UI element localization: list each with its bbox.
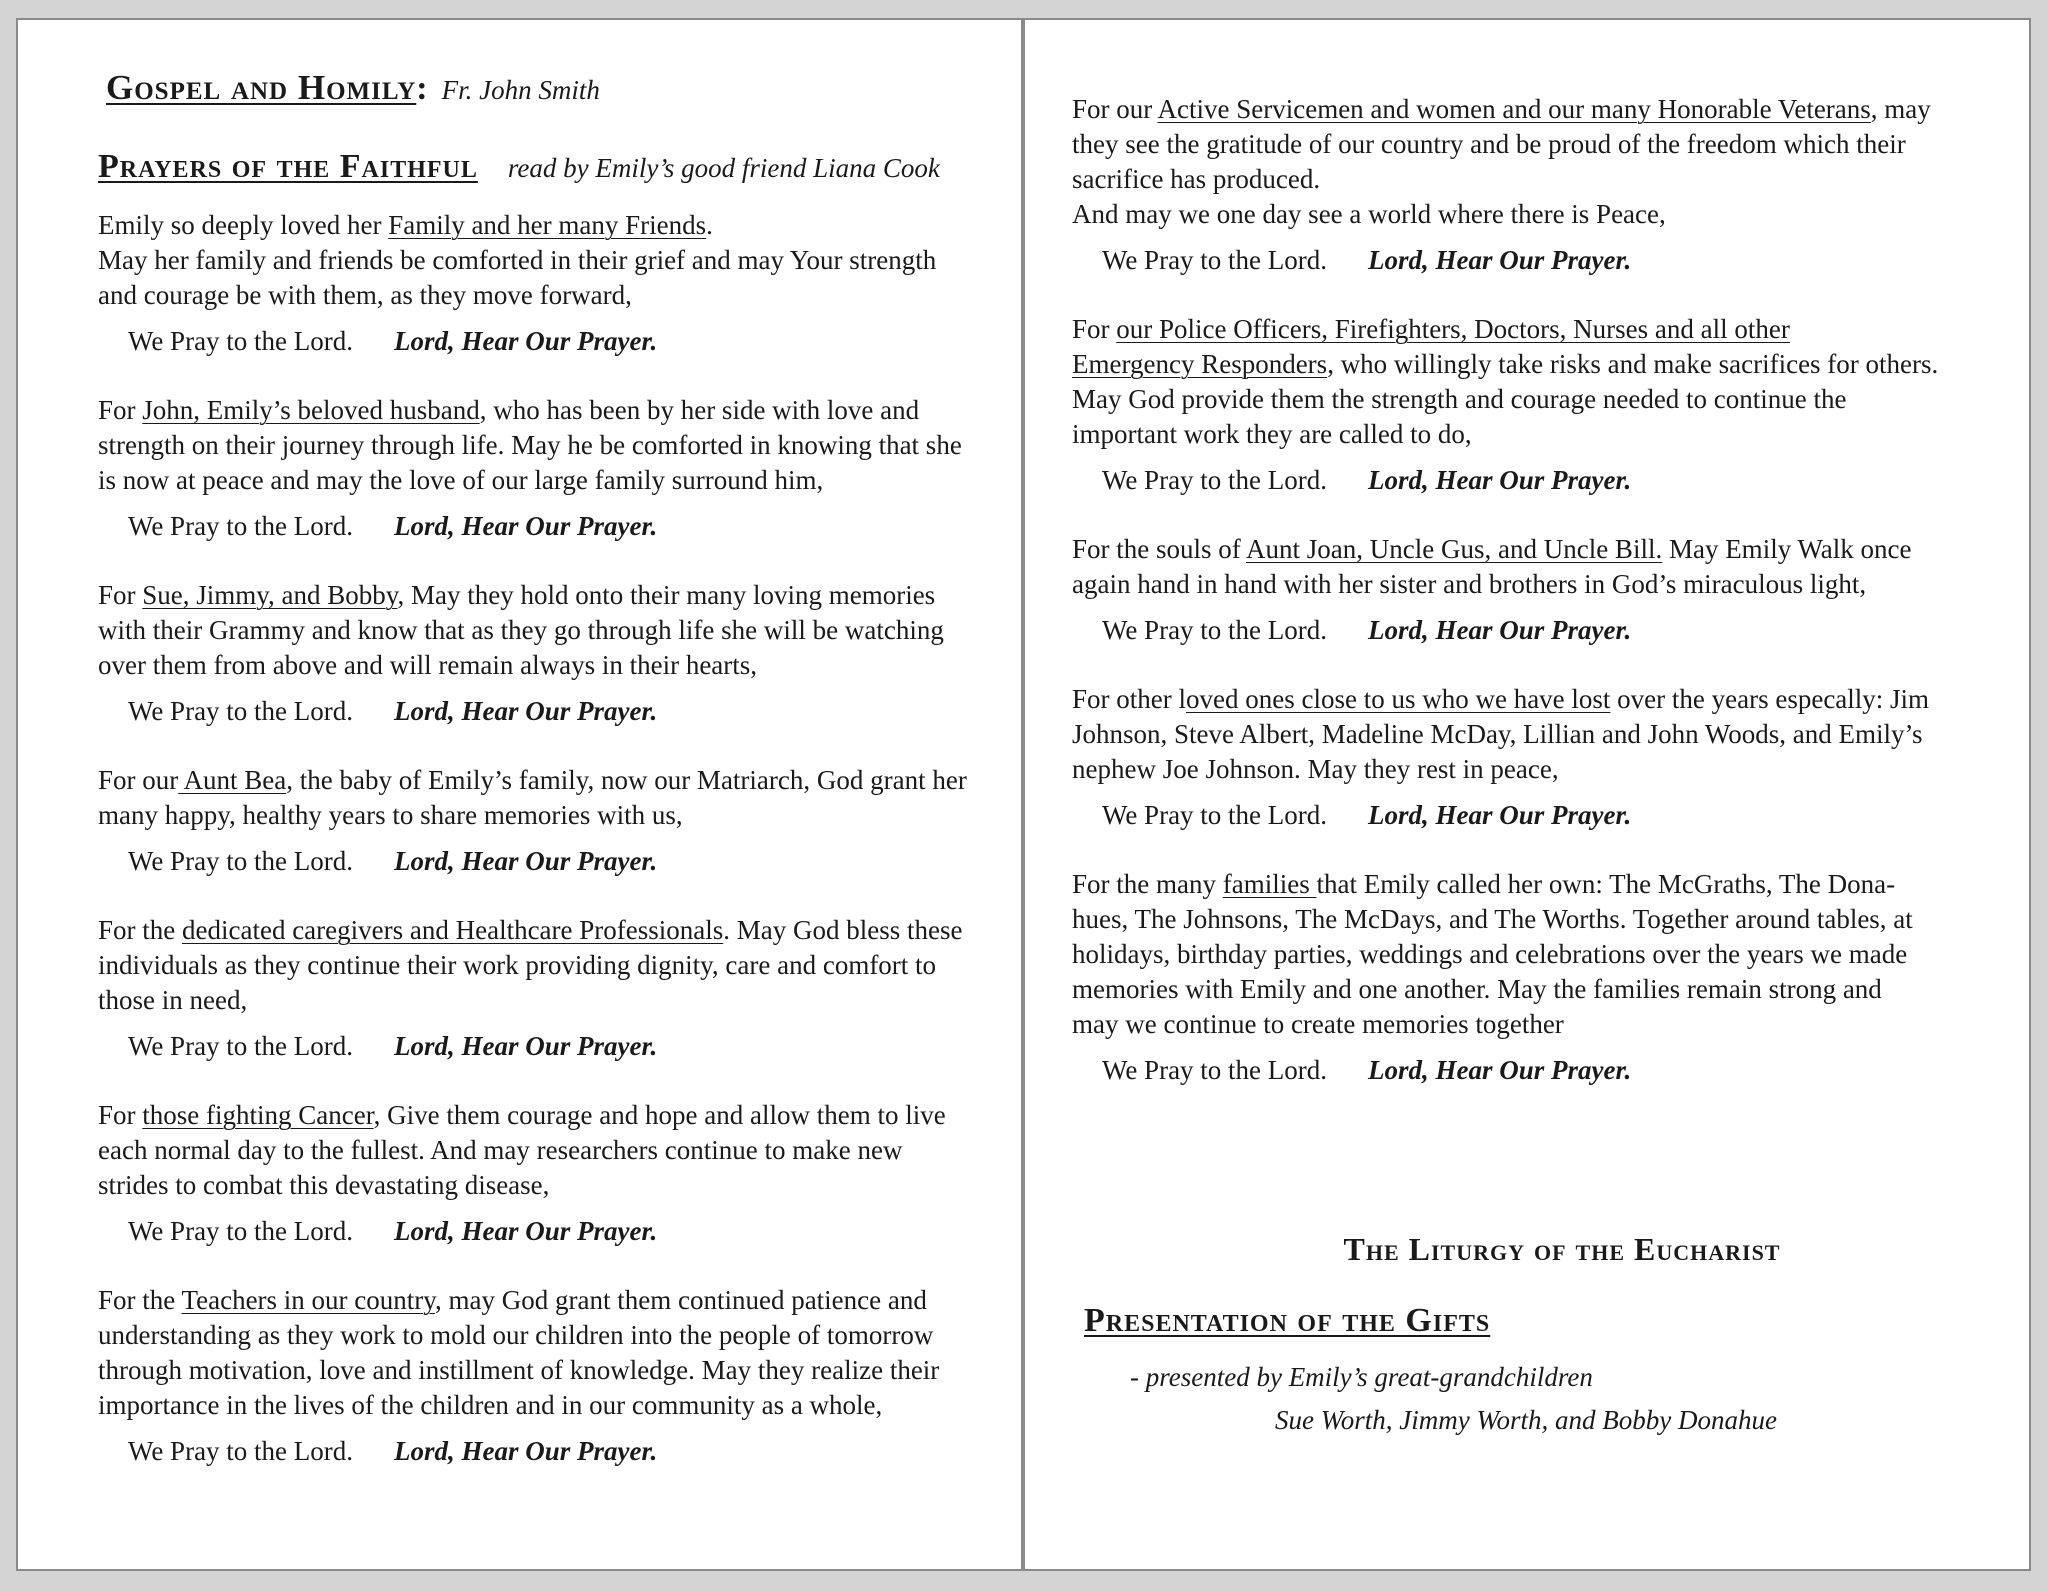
prayer-line — [1072, 197, 2022, 232]
prayer-segment: strength on their journey through life. May he be comforted in knowing that she — [98, 430, 962, 460]
prayer-line — [98, 1168, 1022, 1203]
prayer-segment: is now at peace and may the love of our large family surround him, — [98, 465, 824, 495]
prayer-text — [1072, 312, 2022, 452]
left-page-content — [82, 68, 1022, 1469]
presentation-of-gifts-title: Presentation of the Gifts — [1084, 1302, 1491, 1339]
prayer-response — [98, 1434, 1022, 1469]
prayer-highlight: families — [1222, 869, 1317, 899]
prayer-segment: , the baby of Emily’s family, now our Matriarch, God grant her — [286, 765, 967, 795]
left-prayers-list — [98, 208, 1022, 1469]
prayer-highlight: Teachers in our country — [181, 1285, 436, 1315]
prayer-segment: For the — [98, 915, 182, 945]
prayer-text — [98, 1098, 1022, 1203]
prayer-line — [98, 763, 1022, 798]
response-call: We Pray to the Lord. — [128, 846, 354, 876]
prayer-segment: , may — [1870, 94, 1931, 124]
prayer-highlight: our Police Officers, Firefighters, Doctors, Nurses and all other — [1116, 314, 1790, 344]
prayers-reader-note: read by Emily’s good friend Liana Cook — [507, 153, 940, 183]
response-call: We Pray to the Lord. — [128, 1031, 354, 1061]
prayer-segment: For the — [98, 1285, 182, 1315]
prayer-line — [98, 913, 1022, 948]
prayer-line — [1072, 937, 2022, 972]
prayer-response — [98, 694, 1022, 729]
prayer-text — [1072, 532, 2022, 602]
prayer-response — [1072, 463, 2022, 498]
prayer-line — [98, 243, 1022, 278]
liturgy-of-the-eucharist-heading: The Liturgy of the Eucharist — [1343, 1231, 1781, 1267]
response-answer: Lord, Hear Our Prayer. — [394, 846, 658, 876]
prayer-segment: hues, The Johnsons, The McDays, and The Worths. Together around tables, at — [1072, 904, 1913, 934]
prayer-segment: May God provide them the strength and courage needed to continue the — [1072, 384, 1847, 414]
prayer-response — [98, 1029, 1022, 1064]
prayer-segment: For — [98, 580, 143, 610]
prayer-line — [1072, 902, 2022, 937]
response-call: We Pray to the Lord. — [128, 326, 354, 356]
prayer-highlight: Family and her many Friends — [388, 210, 707, 240]
prayer-segment: through motivation, love and instillment of knowledge. May they realize their — [98, 1355, 940, 1385]
prayer-line — [98, 948, 1022, 983]
prayer-highlight: Aunt Joan, Uncle Gus, and Uncle Bill. — [1246, 534, 1663, 564]
gifts-presented-by: - presented by Emily’s great-grandchildren — [1130, 1362, 1593, 1392]
prayer-text — [98, 578, 1022, 683]
prayer-segment: strides to combat this devastating disease, — [98, 1170, 550, 1200]
prayer-line — [98, 393, 1022, 428]
response-answer: Lord, Hear Our Prayer. — [1368, 1055, 1632, 1085]
prayer-segment: , who willingly take risks and make sacrifices for others. — [1327, 349, 1939, 379]
prayer-text — [98, 208, 1022, 313]
prayer-text — [1072, 682, 2022, 787]
prayer-segment: over them from above and will remain always in their hearts, — [98, 650, 758, 680]
response-answer: Lord, Hear Our Prayer. — [394, 1216, 658, 1246]
prayer-line — [1072, 567, 2022, 602]
prayer-text — [98, 393, 1022, 498]
prayer-highlight: Active Servicemen and women and our many Honorable Veterans — [1157, 94, 1871, 124]
prayer-segment: May Emily Walk once — [1662, 534, 1912, 564]
prayer-line — [1072, 972, 2022, 1007]
prayer-segment: For — [98, 395, 143, 425]
prayer-intention — [98, 393, 1022, 544]
gospel-homily-colon: : — [416, 70, 428, 107]
prayer-response — [1072, 798, 2022, 833]
response-answer: Lord, Hear Our Prayer. — [1368, 615, 1632, 645]
prayer-line — [1072, 752, 2022, 787]
response-answer: Lord, Hear Our Prayer. — [394, 696, 658, 726]
response-answer: Lord, Hear Our Prayer. — [1368, 245, 1632, 275]
prayer-line — [1072, 92, 2022, 127]
response-call: We Pray to the Lord. — [128, 1436, 354, 1466]
prayer-line — [98, 1318, 1022, 1353]
prayer-intention — [98, 578, 1022, 729]
prayers-of-the-faithful-title: Prayers of the Faithful — [98, 148, 478, 185]
prayer-segment: understanding as they work to mold our children into the people of tomorrow — [98, 1320, 934, 1350]
prayer-segment: many happy, healthy years to share memories with us, — [98, 800, 683, 830]
prayer-intention — [1072, 682, 2022, 833]
prayer-line — [1072, 312, 2022, 347]
prayer-line — [1072, 162, 2022, 197]
prayer-line — [98, 278, 1022, 313]
left-page — [16, 18, 1023, 1571]
prayer-segment: important work they are called to do, — [1072, 419, 1472, 449]
prayer-line — [98, 428, 1022, 463]
prayer-response — [98, 324, 1022, 359]
prayer-highlight: dedicated caregivers and Healthcare Professionals — [182, 915, 724, 945]
right-page — [1023, 18, 2031, 1571]
prayer-line — [1072, 532, 2022, 567]
prayer-line — [1072, 127, 2022, 162]
prayer-segment: Johnson, Steve Albert, Madeline McDay, Lillian and John Woods, and Emily’s — [1072, 719, 1923, 749]
prayer-segment: For the many — [1072, 869, 1223, 899]
response-call: We Pray to the Lord. — [1102, 1055, 1328, 1085]
prayer-highlight: John, Emily’s beloved husband — [142, 395, 480, 425]
prayer-segment: , May they hold onto their many loving memories — [397, 580, 936, 610]
prayer-segment: . May God bless these — [723, 915, 963, 945]
prayer-segment: over the years especally: Jim — [1610, 684, 1930, 714]
prayer-segment: And may we one day see a world where there is Peace, — [1072, 199, 1666, 229]
prayer-segment: again hand in hand with her sister and brothers in God’s miraculous light, — [1072, 569, 1867, 599]
prayer-text — [1072, 867, 2022, 1042]
prayer-text — [98, 1283, 1022, 1423]
prayer-response — [1072, 243, 2022, 278]
prayers-heading — [98, 148, 1022, 186]
prayer-segment: sacrifice has produced. — [1072, 164, 1321, 194]
prayer-segment: , may God grant them continued patience and — [435, 1285, 927, 1315]
prayer-intention — [1072, 92, 2022, 278]
prayer-segment: memories with Emily and one another. May the families remain strong and — [1072, 974, 1882, 1004]
prayer-intention — [1072, 867, 2022, 1088]
prayer-segment: each normal day to the fullest. And may researchers continue to make new — [98, 1135, 903, 1165]
response-call: We Pray to the Lord. — [1102, 800, 1328, 830]
response-answer: Lord, Hear Our Prayer. — [394, 1031, 658, 1061]
response-answer: Lord, Hear Our Prayer. — [394, 511, 658, 541]
prayer-response — [1072, 613, 2022, 648]
prayer-highlight: oved ones close to us who we have lost — [1186, 684, 1611, 714]
prayer-line — [98, 798, 1022, 833]
prayer-segment: , Give them courage and hope and allow them to live — [373, 1100, 946, 1130]
prayer-line — [1072, 867, 2022, 902]
right-page-content — [1072, 92, 2022, 1436]
prayer-text — [98, 763, 1022, 833]
prayer-line — [98, 1353, 1022, 1388]
prayer-line — [98, 1098, 1022, 1133]
prayer-segment: For other l — [1072, 684, 1186, 714]
prayer-line — [1072, 382, 2022, 417]
prayer-segment: For our — [98, 765, 179, 795]
prayer-segment: individuals as they continue their work providing dignity, care and comfort to — [98, 950, 937, 980]
gospel-presider: Fr. John Smith — [441, 75, 600, 105]
prayer-segment: , who has been by her side with love and — [479, 395, 920, 425]
response-answer: Lord, Hear Our Prayer. — [1368, 465, 1632, 495]
prayer-highlight: Emergency Responders — [1072, 349, 1328, 379]
response-call: We Pray to the Lord. — [1102, 615, 1328, 645]
prayer-segment: importance in the lives of the children and in our community as a whole, — [98, 1390, 883, 1420]
prayer-line — [98, 648, 1022, 683]
prayer-segment: nephew Joe Johnson. May they rest in peace, — [1072, 754, 1559, 784]
prayer-segment: For the souls of — [1072, 534, 1247, 564]
response-call: We Pray to the Lord. — [1102, 245, 1328, 275]
prayer-highlight: Sue, Jimmy, and Bobby — [142, 580, 398, 610]
prayer-line — [98, 613, 1022, 648]
prayer-intention — [98, 913, 1022, 1064]
prayer-response — [1072, 1053, 2022, 1088]
prayer-segment: holidays, birthday parties, weddings and celebrations over the years we made — [1072, 939, 1908, 969]
response-call: We Pray to the Lord. — [128, 511, 354, 541]
prayer-segment: For our — [1072, 94, 1158, 124]
prayer-line — [1072, 347, 2022, 382]
prayer-response — [98, 1214, 1022, 1249]
prayer-line — [98, 1133, 1022, 1168]
prayer-line — [98, 208, 1022, 243]
prayer-intention — [1072, 532, 2022, 648]
prayer-intention — [98, 763, 1022, 879]
prayer-segment: with their Grammy and know that as they go through life she will be watching — [98, 615, 944, 645]
prayer-line — [98, 1388, 1022, 1423]
prayer-segment: may we continue to create memories together — [1072, 1009, 1564, 1039]
response-call: We Pray to the Lord. — [128, 1216, 354, 1246]
right-prayers-list — [1072, 92, 2022, 1088]
response-call: We Pray to the Lord. — [128, 696, 354, 726]
prayer-segment: those in need, — [98, 985, 248, 1015]
presentation-of-gifts-heading — [1084, 1302, 2022, 1340]
prayer-highlight: those fighting Cancer — [142, 1100, 374, 1130]
prayer-intention — [1072, 312, 2022, 498]
prayer-line — [1072, 682, 2022, 717]
response-answer: Lord, Hear Our Prayer. — [394, 326, 658, 356]
prayer-segment: they see the gratitude of our country and be proud of the freedom which their — [1072, 129, 1906, 159]
gospel-homily-title: Gospel and Homily — [106, 68, 417, 107]
response-call: We Pray to the Lord. — [1102, 465, 1328, 495]
prayer-segment: May her family and friends be comforted in their grief and may Your strength — [98, 245, 937, 275]
response-answer: Lord, Hear Our Prayer. — [394, 1436, 658, 1466]
prayer-segment: For — [1072, 314, 1117, 344]
prayer-response — [98, 509, 1022, 544]
prayer-line — [98, 578, 1022, 613]
gospel-homily-heading — [106, 68, 1022, 108]
prayer-segment: and courage be with them, as they move forward, — [98, 280, 632, 310]
response-answer: Lord, Hear Our Prayer. — [1368, 800, 1632, 830]
prayer-line — [1072, 417, 2022, 452]
gifts-presenter-names: Sue Worth, Jimmy Worth, and Bobby Donahue — [1275, 1405, 1777, 1435]
prayer-segment: that Emily called her own: The McGraths, The Dona- — [1316, 869, 1896, 899]
prayer-response — [98, 844, 1022, 879]
prayer-text — [1072, 92, 2022, 232]
prayer-line — [98, 1283, 1022, 1318]
prayer-segment: For — [98, 1100, 143, 1130]
prayer-intention — [98, 1098, 1022, 1249]
prayer-highlight: Aunt Bea — [178, 765, 287, 795]
prayer-line — [1072, 717, 2022, 752]
prayer-line — [98, 983, 1022, 1018]
prayer-segment: Emily so deeply loved her — [98, 210, 389, 240]
prayer-line — [1072, 1007, 2022, 1042]
prayer-intention — [98, 208, 1022, 359]
prayer-line — [98, 463, 1022, 498]
prayer-intention — [98, 1283, 1022, 1469]
prayer-segment: . — [706, 210, 713, 240]
prayer-text — [98, 913, 1022, 1018]
